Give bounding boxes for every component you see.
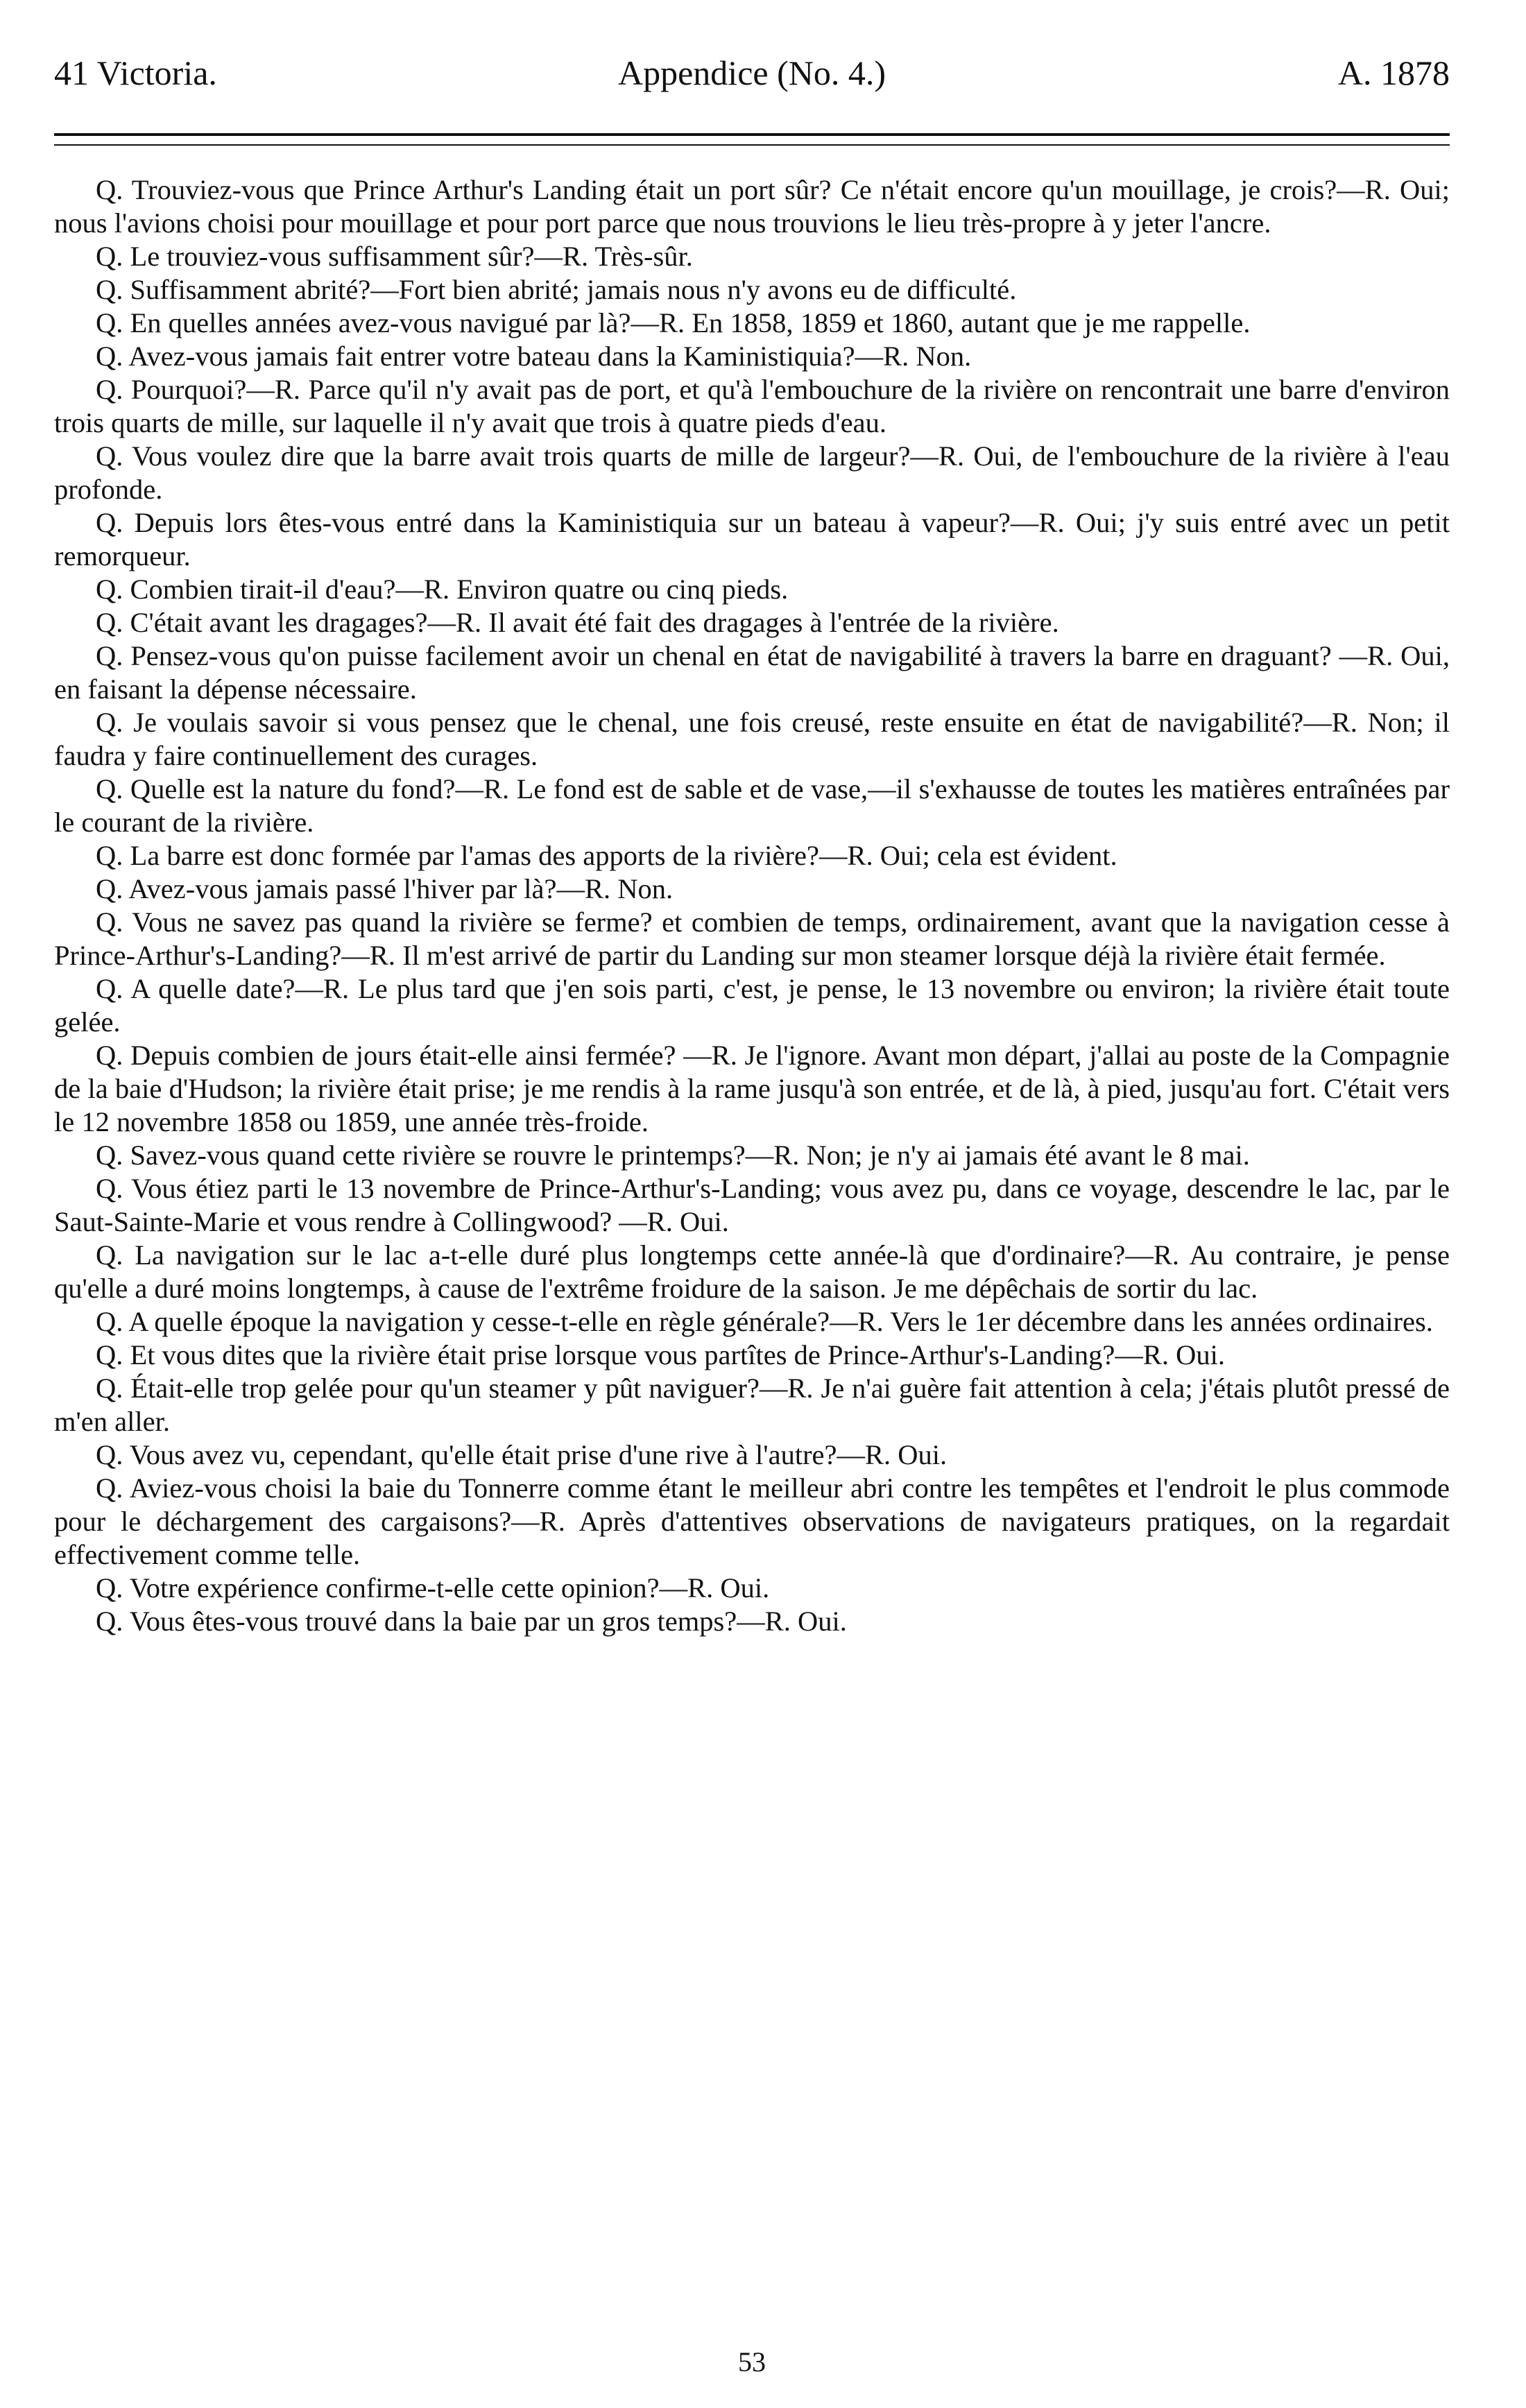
- qa-paragraph: Q. Vous avez vu, cependant, qu'elle était prise d'une rive à l'autre?—R. Oui.: [96, 1439, 948, 1470]
- qa-paragraph: Q. Pourquoi?—R. Parce qu'il n'y avait pas de port, et qu'à l'embouchure de la rivière on rencontrait une barre d'environ trois quarts de mille, sur laquelle il n'y avait que trois à quatre pieds d'eau.: [54, 374, 1450, 438]
- qa-paragraph: Q. Quelle est la nature du fond?—R. Le fond est de sable et de vase,—il s'exhausse de toutes les matières entraînées par le courant de la rivière.: [54, 773, 1450, 838]
- qa-paragraph: Q. Combien tirait-il d'eau?—R. Environ quatre ou cinq pieds.: [96, 574, 789, 605]
- qa-paragraph: Q. Avez-vous jamais passé l'hiver par là?—R. Non.: [96, 873, 674, 904]
- qa-paragraph: Q. Savez-vous quand cette rivière se rouvre le printemps?—R. Non; je n'y ai jamais été avant le 8 mai.: [96, 1140, 1250, 1171]
- qa-paragraph: Q. C'était avant les dragages?—R. Il avait été fait des dragages à l'entrée de la rivière.: [96, 607, 1059, 638]
- qa-paragraph: Q. Aviez-vous choisi la baie du Tonnerre comme étant le meilleur abri contre les tempêtes et l'endroit le plus commode pour le déchargement des cargaisons?—R. Après d'attentives observations de navigateurs pratiques, on la regardait effectivement comme telle.: [54, 1472, 1450, 1570]
- running-head: [54, 42, 1450, 104]
- qa-paragraph: Q. La navigation sur le lac a-t-elle duré plus longtemps cette année-là que d'ordinaire?—R. Au contraire, je pense qu'elle a duré moins longtemps, à cause de l'extrême froidure de la saison. Je me dépêchais de sortir du lac.: [54, 1239, 1450, 1304]
- header-appendix: Appendice (No. 4.): [618, 53, 886, 92]
- qa-paragraph: Q. Je voulais savoir si vous pensez que le chenal, une fois creusé, reste ensuite en état de navigabilité?—R. Non; il faudra y faire continuellement des curages.: [54, 707, 1450, 771]
- qa-paragraph: Q. Vous voulez dire que la barre avait trois quarts de mille de largeur?—R. Oui, de l'embouchure de la rivière à l'eau profonde.: [54, 440, 1450, 505]
- qa-paragraph: Q. Et vous dites que la rivière était prise lorsque vous partîtes de Prince-Arthur's-Landing?—R. Oui.: [96, 1339, 1226, 1370]
- qa-paragraph: Q. A quelle époque la navigation y cesse-t-elle en règle générale?—R. Vers le 1er décembre dans les années ordinaires.: [96, 1306, 1433, 1337]
- qa-paragraph: Q. A quelle date?—R. Le plus tard que j'en sois parti, c'est, je pense, le 13 novembre ou environ; la rivière était toute gelée.: [54, 973, 1450, 1038]
- qa-paragraph: Q. Avez-vous jamais fait entrer votre bateau dans la Kaministiquia?—R. Non.: [96, 341, 972, 372]
- qa-paragraph: Q. Trouviez-vous que Prince Arthur's Landing était un port sûr? Ce n'était encore qu'un mouillage, je crois?—R. Oui; nous l'avions choisi pour mouillage et pour port parce que nous trouvions le lieu très-propre à y jeter l'ancre.: [54, 174, 1450, 239]
- body-text: [54, 173, 1450, 1638]
- qa-paragraph: Q. Depuis lors êtes-vous entré dans la Kaministiquia sur un bateau à vapeur?—R. Oui; j'y suis entré avec un petit remorqueur.: [54, 507, 1450, 571]
- qa-paragraph: Q. Le trouviez-vous suffisamment sûr?—R. Très-sûr.: [96, 241, 693, 272]
- qa-paragraph: Q. Vous étiez parti le 13 novembre de Prince-Arthur's-Landing; vous avez pu, dans ce voyage, descendre le lac, par le Saut-Sainte-Marie et vous rendre à Collingwood? —R. Oui.: [54, 1173, 1450, 1237]
- qa-paragraph: Q. Votre expérience confirme-t-elle cette opinion?—R. Oui.: [96, 1572, 770, 1603]
- qa-paragraph: Q. Vous ne savez pas quand la rivière se ferme? et combien de temps, ordinairement, avant que la navigation cesse à Prince-Arthur's-Landing?—R. Il m'est arrivé de partir du Landing sur mon steamer lorsque déjà la rivière était fermée.: [54, 906, 1450, 971]
- header-year: A. 1878: [1337, 53, 1450, 92]
- qa-paragraph: Q. Vous êtes-vous trouvé dans la baie par un gros temps?—R. Oui.: [96, 1606, 847, 1637]
- qa-paragraph: Q. La barre est donc formée par l'amas des apports de la rivière?—R. Oui; cela est évident.: [96, 840, 1117, 871]
- qa-paragraph: Q. Suffisamment abrité?—Fort bien abrité; jamais nous n'y avons eu de difficulté.: [96, 274, 1017, 305]
- qa-paragraph: Q. Était-elle trop gelée pour qu'un steamer y pût naviguer?—R. Je n'ai guère fait attention à cela; j'étais plutôt pressé de m'en aller.: [54, 1373, 1450, 1437]
- document-page: [54, 42, 1450, 2379]
- header-rule: [54, 133, 1450, 146]
- qa-paragraph: Q. Pensez-vous qu'on puisse facilement avoir un chenal en état de navigabilité à travers la barre en draguant? —R. Oui, en faisant la dépense nécessaire.: [54, 640, 1450, 705]
- qa-paragraph: Q. Depuis combien de jours était-elle ainsi fermée? —R. Je l'ignore. Avant mon départ, j'allai au poste de la Compagnie de la baie d'Hudson; la rivière était prise; je me rendis à la rame jusqu'à son entrée, et de là, à pied, jusqu'au fort. C'était vers le 12 novembre 1858 ou 1859, une année très-froide.: [54, 1040, 1450, 1137]
- page-number: 53: [738, 2346, 766, 2377]
- qa-paragraph: Q. En quelles années avez-vous navigué par là?—R. En 1858, 1859 et 1860, autant que je me rappelle.: [96, 307, 1251, 338]
- header-volume: 41 Victoria.: [54, 53, 217, 92]
